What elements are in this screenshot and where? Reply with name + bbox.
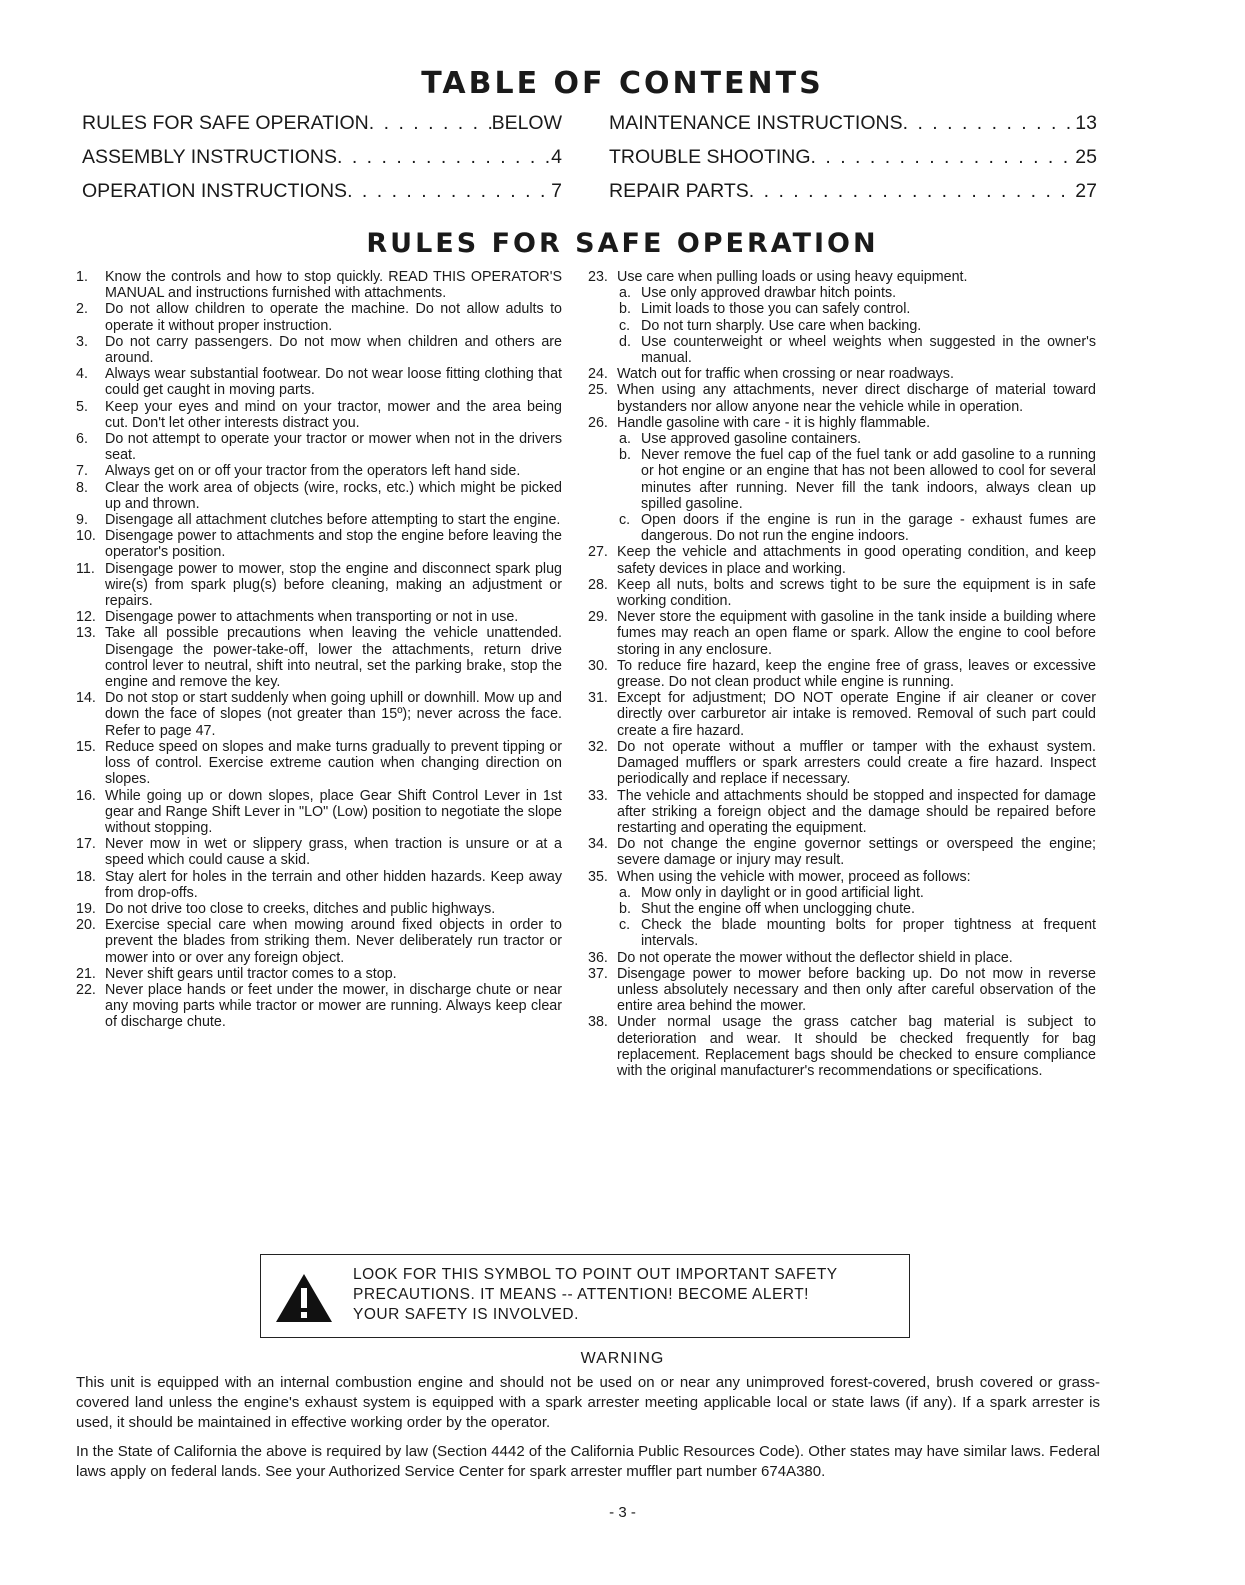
rule-number: 29. <box>588 609 608 626</box>
safety-box-line: PRECAUTIONS. IT MEANS -- ATTENTION! BECOME ALERT! <box>353 1286 809 1303</box>
rule-number: 25. <box>588 382 608 399</box>
rule-text: Stay alert for holes in the terrain and other hidden hazards. Keep away from drop-offs. <box>105 868 562 901</box>
rule-text: Reduce speed on slopes and make turns gradually to prevent tipping or loss of control. Exercise extreme caution when changing direction on slopes. <box>105 738 562 788</box>
rule-number: 37. <box>588 965 608 982</box>
safety-sub-rule <box>619 512 1096 544</box>
toc-leader-dots <box>337 140 551 174</box>
toc-entry-page: BELOW <box>491 112 562 134</box>
sub-rule-letter: a. <box>619 884 631 901</box>
safety-rule <box>76 609 562 625</box>
rule-text: Do not operate the mower without the deflector shield in place. <box>617 949 1013 966</box>
warning-title: WARNING <box>580 1350 665 1367</box>
sub-rule-text: Never remove the fuel cap of the fuel tank or add gasoline to a running or hot engine or an engine that has not been allowed to cool for several minutes after running. Never fill the tank indoors, always clean up spilled gasoline. <box>641 447 1096 512</box>
warning-triangle-icon <box>274 1272 334 1324</box>
toc-entry <box>609 140 1097 174</box>
rule-number: 3. <box>76 333 88 350</box>
sub-rule-letter: c. <box>619 917 631 934</box>
rule-text: Never mow in wet or slippery grass, when traction is unsure or at a speed which could cause a skid. <box>105 836 562 869</box>
page-number: - 3 - <box>609 1504 636 1521</box>
rule-number: 32. <box>588 738 608 755</box>
sub-rule-letter: a. <box>619 285 631 302</box>
rule-text: Do not drive too close to creeks, ditches and public highways. <box>105 900 496 917</box>
sub-rule-text: Shut the engine off when unclogging chute. <box>641 900 915 917</box>
safety-rule <box>76 334 562 366</box>
toc-entry <box>82 106 562 140</box>
rule-number: 36. <box>588 949 608 966</box>
safety-rule <box>76 901 562 917</box>
safety-sub-rule <box>619 334 1096 366</box>
rule-number: 5. <box>76 398 88 415</box>
safety-rule <box>588 609 1096 658</box>
safety-rule <box>588 869 1096 885</box>
rule-number: 24. <box>588 366 608 383</box>
safety-box-text <box>353 1265 901 1325</box>
rule-text: Always get on or off your tractor from the operators left hand side. <box>105 463 521 480</box>
rule-number: 15. <box>76 738 96 755</box>
toc-entry <box>82 140 562 174</box>
rule-number: 34. <box>588 836 608 853</box>
rule-number: 33. <box>588 787 608 804</box>
sub-rule-text: Limit loads to those you can safely control. <box>641 301 911 318</box>
rule-number: 18. <box>76 868 96 885</box>
safety-rule <box>76 788 562 837</box>
safety-rule <box>588 739 1096 788</box>
safety-rule <box>588 836 1096 868</box>
toc-leader-dots <box>811 140 1076 174</box>
rule-number: 6. <box>76 431 88 448</box>
sub-rule-text: Use counterweight or wheel weights when suggested in the owner's manual. <box>641 333 1096 367</box>
toc-entry-label: ASSEMBLY INSTRUCTIONS <box>82 146 337 168</box>
rule-text: Take all possible precautions when leaving the vehicle unattended. Disengage the power-take-off, lower the attachments, return drive control lever to neutral, shift into neutral, set the parking brake, stop the engine and remove the key. <box>105 625 562 691</box>
rule-text: Disengage all attachment clutches before attempting to start the engine. <box>105 512 561 529</box>
rule-text: Use care when pulling loads or using heavy equipment. <box>617 269 968 285</box>
rule-number: 27. <box>588 544 608 561</box>
safety-rule <box>76 836 562 868</box>
rule-text: Do not operate without a muffler or tamper with the exhaust system. Damaged mufflers or spark arresters could create a fire hazard. Inspect periodically and replace if necessary. <box>617 738 1096 788</box>
safety-rule <box>76 463 562 479</box>
safety-rule <box>588 366 1096 382</box>
rule-text: Disengage power to attachments when transporting or not in use. <box>105 609 519 626</box>
rule-text: When using the vehicle with mower, proceed as follows: <box>617 868 971 885</box>
toc-right-column <box>609 106 1097 208</box>
rule-text: Never store the equipment with gasoline in the tank inside a building where fumes may reach an open flame or spark. Allow the engine to cool before storing in any enclosure. <box>617 609 1096 658</box>
toc-leader-dots <box>749 174 1076 208</box>
toc-entry-page: 13 <box>1075 112 1097 134</box>
safety-rule <box>588 690 1096 739</box>
safety-sub-rule <box>619 885 1096 901</box>
toc-entry <box>609 106 1097 140</box>
toc-entry-page: 7 <box>551 180 562 202</box>
rule-number: 22. <box>76 981 96 998</box>
safety-rule <box>588 658 1096 690</box>
rule-number: 16. <box>76 787 96 804</box>
safety-sub-rule <box>619 447 1096 512</box>
toc-entry-label: OPERATION INSTRUCTIONS <box>82 180 348 202</box>
toc-entry-label: REPAIR PARTS <box>609 180 749 202</box>
toc-entry-label: TROUBLE SHOOTING <box>609 146 811 168</box>
toc-title: TABLE OF CONTENTS <box>421 66 824 101</box>
safety-box-line: LOOK FOR THIS SYMBOL TO POINT OUT IMPORTANT SAFETY <box>353 1266 838 1283</box>
rule-number: 13. <box>76 625 96 642</box>
warning-paragraph: This unit is equipped with an internal combustion engine and should not be used on or near any unimproved forest-covered, brush covered or grass-covered land unless the engine's exhaust system is equipped with a spark arrester meeting applicable local or state laws (if any). If a spark arrester is used, it should be maintained in effective working order by the operator. <box>76 1374 1100 1431</box>
safety-rule <box>588 269 1096 285</box>
rule-text: Handle gasoline with care - it is highly flammable. <box>617 414 931 431</box>
rule-number: 31. <box>588 690 608 707</box>
rule-text: Disengage power to mower before backing up. Do not mow in reverse unless absolutely necessary and then only after careful observation of the entire area behind the mower. <box>617 965 1096 1015</box>
rules-right-column <box>588 269 1096 1079</box>
rule-number: 9. <box>76 512 88 529</box>
rule-text: Do not stop or start suddenly when going uphill or downhill. Mow up and down the face of slopes (not greater than 15º); never across the face. Refer to page 47. <box>105 690 562 739</box>
rule-number: 35. <box>588 868 608 885</box>
rule-text: Know the controls and how to stop quickly. READ THIS OPERATOR'S MANUAL and instructions furnished with attachments. <box>105 269 562 302</box>
rule-text: Under normal usage the grass catcher bag material is subject to deterioration and wear. It should be checked frequently for bag replacement. Replacement bags should be checked to ensure compliance with the original manufacturer's recommendations or specifications. <box>617 1014 1096 1079</box>
safety-sub-rule <box>619 301 1096 317</box>
rules-section-title: RULES FOR SAFE OPERATION <box>366 228 879 259</box>
rule-text: Keep all nuts, bolts and screws tight to be sure the equipment is in safe working condition. <box>617 576 1096 610</box>
rule-text: Never shift gears until tractor comes to a stop. <box>105 965 397 982</box>
sub-rule-text: Use approved gasoline containers. <box>641 431 862 448</box>
rule-text: While going up or down slopes, place Gear Shift Control Lever in 1st gear and Range Shift Lever in "LO" (Low) position to negotiate the slope without stopping. <box>105 787 562 836</box>
rule-number: 12. <box>76 609 96 626</box>
rule-number: 11. <box>76 560 95 577</box>
safety-rule <box>76 301 562 333</box>
toc-left-column <box>82 106 562 208</box>
sub-rule-letter: d. <box>619 333 631 350</box>
safety-rule <box>588 1014 1096 1079</box>
rule-number: 10. <box>76 528 96 545</box>
safety-rule <box>76 431 562 463</box>
rule-text: The vehicle and attachments should be stopped and inspected for damage after striking a foreign object and the damage should be repaired before restarting and operating the equipment. <box>617 787 1096 836</box>
california-law-paragraph: In the State of California the above is required by law (Section 4442 of the California Public Resources Code). Other states may have similar laws. Federal laws apply on federal lands. See your Authorized Service Center for spark arrester muffler part number 674A380. <box>76 1443 1100 1480</box>
rule-number: 1. <box>76 269 88 285</box>
safety-rule <box>588 382 1096 414</box>
rule-number: 23. <box>588 269 608 285</box>
rule-number: 21. <box>76 965 96 982</box>
safety-rule <box>588 544 1096 576</box>
safety-rule <box>76 561 562 610</box>
rule-text: Do not carry passengers. Do not mow when children and others are around. <box>105 333 562 367</box>
rule-number: 4. <box>76 366 88 383</box>
sub-rule-text: Open doors if the engine is run in the garage - exhaust fumes are dangerous. Do not run the engine indoors. <box>641 512 1096 545</box>
rule-number: 2. <box>76 301 88 318</box>
rule-text: Never place hands or feet under the mower, in discharge chute or near any moving parts while tractor or mower are running. Always keep clear of discharge chute. <box>105 981 562 1031</box>
safety-rule <box>76 366 562 398</box>
safety-rule <box>76 269 562 301</box>
rule-text: Do not allow children to operate the machine. Do not allow adults to operate it without proper instruction. <box>105 301 562 334</box>
toc-leader-dots <box>347 174 551 208</box>
toc-entry-label: RULES FOR SAFE OPERATION <box>82 112 369 134</box>
safety-box-line: YOUR SAFETY IS INVOLVED. <box>353 1306 579 1323</box>
sub-rule-text: Use only approved drawbar hitch points. <box>641 285 897 302</box>
rule-text: Do not attempt to operate your tractor or mower when not in the drivers seat. <box>105 431 562 464</box>
safety-rule <box>76 982 562 1031</box>
rule-text: Clear the work area of objects (wire, rocks, etc.) which might be picked up and thrown. <box>105 479 562 512</box>
safety-rule <box>588 950 1096 966</box>
safety-sub-rule <box>619 917 1096 949</box>
safety-rule <box>76 480 562 512</box>
safety-sub-rule <box>619 318 1096 334</box>
safety-rule <box>588 788 1096 837</box>
toc-entry <box>82 174 562 208</box>
rule-number: 17. <box>76 836 96 853</box>
safety-rule <box>588 966 1096 1015</box>
rule-number: 7. <box>76 463 88 480</box>
rule-number: 26. <box>588 414 608 431</box>
rule-number: 30. <box>588 657 608 674</box>
rule-number: 14. <box>76 690 96 707</box>
rule-text: Do not change the engine governor settings or overspeed the engine; severe damage or injury may result. <box>617 836 1096 869</box>
rule-text: To reduce fire hazard, keep the engine free of grass, leaves or excessive grease. Do not clean product while engine is running. <box>617 657 1096 691</box>
safety-rule <box>76 917 562 966</box>
sub-rule-letter: c. <box>619 317 631 334</box>
rules-left-column <box>76 269 562 1031</box>
safety-sub-rule <box>619 431 1096 447</box>
safety-rule <box>76 512 562 528</box>
sub-rule-text: Check the blade mounting bolts for proper tightness at frequent intervals. <box>641 917 1096 950</box>
toc-entry-page: 25 <box>1075 146 1097 168</box>
sub-rule-letter: b. <box>619 447 631 464</box>
rule-text: Except for adjustment; DO NOT operate Engine if air cleaner or cover directly over carburetor air intake is removed. Removal of such part could create a fire hazard. <box>617 690 1096 739</box>
rule-text: Keep your eyes and mind on your tractor, mower and the area being cut. Don't let other interests distract you. <box>105 398 562 431</box>
toc-leader-dots <box>369 106 492 140</box>
rule-text: When using any attachments, never direct discharge of material toward bystanders nor allow anyone near the vehicle while in operation. <box>617 382 1096 415</box>
safety-rule <box>76 399 562 431</box>
safety-rule <box>76 966 562 982</box>
rule-text: Disengage power to attachments and stop the engine before leaving the operator's position. <box>105 528 562 561</box>
sub-rule-letter: c. <box>619 512 631 529</box>
rule-number: 38. <box>588 1014 608 1031</box>
rule-number: 8. <box>76 479 88 496</box>
toc-entry-page: 4 <box>551 146 562 168</box>
sub-rule-text: Mow only in daylight or in good artificial light. <box>641 884 924 901</box>
sub-rule-letter: b. <box>619 301 631 318</box>
sub-rule-letter: a. <box>619 431 631 448</box>
rule-number: 19. <box>76 900 96 917</box>
safety-symbol-box <box>260 1254 910 1338</box>
safety-rule <box>588 577 1096 609</box>
rule-number: 20. <box>76 917 96 934</box>
rule-text: Always wear substantial footwear. Do not wear loose fitting clothing that could get caught in moving parts. <box>105 366 562 399</box>
safety-rule <box>76 690 562 739</box>
safety-sub-rule <box>619 285 1096 301</box>
toc-entry <box>609 174 1097 208</box>
rule-number: 28. <box>588 576 608 593</box>
safety-sub-rule <box>619 901 1096 917</box>
rule-text: Keep the vehicle and attachments in good operating condition, and keep safety devices in place and working. <box>617 544 1096 577</box>
toc-leader-dots <box>903 106 1076 140</box>
sub-rule-letter: b. <box>619 900 631 917</box>
safety-rule <box>588 415 1096 431</box>
rule-text: Watch out for traffic when crossing or near roadways. <box>617 366 954 383</box>
toc-entry-label: MAINTENANCE INSTRUCTIONS <box>609 112 903 134</box>
safety-rule <box>76 739 562 788</box>
toc-entry-page: 27 <box>1075 180 1097 202</box>
safety-rule <box>76 625 562 690</box>
safety-rule <box>76 528 562 560</box>
sub-rule-text: Do not turn sharply. Use care when backing. <box>641 317 922 334</box>
rule-text: Exercise special care when mowing around fixed objects in order to prevent the blades from striking them. Never deliberately run tractor or mower into or over any foreign object. <box>105 917 562 966</box>
rule-text: Disengage power to mower, stop the engine and disconnect spark plug wire(s) from spark plug(s) before cleaning, making an adjustment or repairs. <box>105 560 562 610</box>
safety-rule <box>76 869 562 901</box>
